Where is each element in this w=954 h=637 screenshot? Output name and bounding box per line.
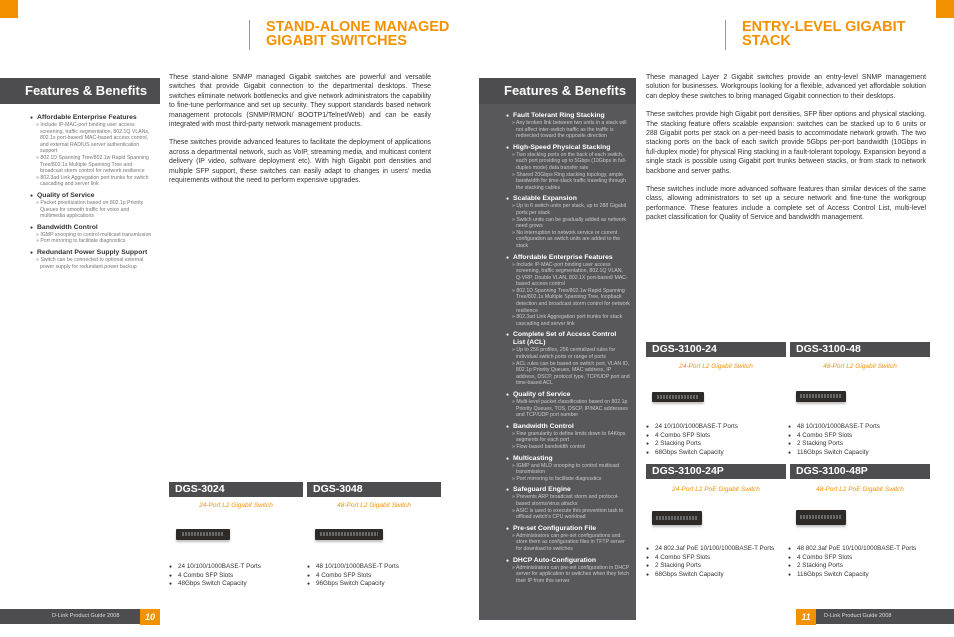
spec-item: ● 116Gbps Switch Capacity — [788, 571, 930, 580]
feature-subitem: » Two stacking ports on the back of each switch, each port providing up to 5Gbps (10Gbps in full-duplex mode) data transfer rate — [506, 152, 630, 172]
left-body-para-2: These switches provide advanced features to facilitate the deployment of applications across a departmental network, such as VoIP, streaming media, and multicast content delivery (IP video, software deployment etc). With high Gigabit port densities and multiple SFP support, these switches can easily adapt to changes in users' media requirements without the need to perform expensive upgrades. — [169, 139, 431, 185]
feature-subitem: » 802.1D Spanning Tree/802.1w Rapid Spanning Tree/802.1s Multiple Spanning Tree, loopback detection and broadcast storm control for network resilience — [506, 288, 630, 314]
left-features-list — [0, 104, 160, 270]
product-title-dgs-3024: DGS-3024 — [169, 482, 303, 497]
switch-image-dgs-3100-48p — [796, 510, 846, 525]
spec-item: ● 4 Combo SFP Slots — [646, 554, 786, 563]
left-features-column — [0, 104, 160, 604]
feature-heading: ● Quality of Service — [506, 391, 630, 399]
feature-subitem: » Fine granularity to define limits down to 64Kbps segments for each port — [506, 431, 630, 444]
feature-heading: ● Safeguard Engine — [506, 486, 630, 494]
feature-heading: ● Affordable Enterprise Features — [30, 114, 154, 122]
spec-item: ● 48 802.3af PoE 10/100/1000BASE-T Ports — [788, 545, 930, 554]
product-title-dgs-3100-48: DGS-3100-48 — [790, 342, 930, 357]
spec-item: ● 48Gbps Switch Capacity — [169, 580, 303, 589]
right-page-number: 11 — [796, 609, 816, 625]
left-section-title: STAND-ALONE MANAGED GIGABIT SWITCHES — [249, 20, 449, 50]
spec-item: ● 2 Stacking Ports — [646, 562, 786, 571]
feature-subitem: » Switch can be connected to optional external power supply for redundant power backup — [30, 257, 154, 270]
spec-item: ● 24 10/100/1000BASE-T Ports — [646, 423, 786, 432]
switch-image-dgs-3100-48 — [796, 391, 846, 402]
left-body-para-1: These stand-alone SNMP managed Gigabit switches are powerful and versatile switches that provide Gigabit connection to the departmental desktops. These switches eliminate network bottlenecks and give network administrators the capability to fine-tune performance and set up security. They support standards based network management protocols (SNMP/RMON/ BOOTP1/Telnet/Web) and can be easily integrated with most third-party network management products. — [169, 74, 431, 129]
spec-item: ● 24 10/100/1000BASE-T Ports — [169, 563, 303, 572]
spec-item: ● 68Gbps Switch Capacity — [646, 449, 786, 458]
product-subtitle-dgs-3100-24p: 24-Port L2 PoE Gigabit Switch — [672, 486, 760, 493]
feature-subitem: » No interruption to network service or current configuration as switch units are added to the stack — [506, 230, 630, 250]
left-body-text — [169, 73, 431, 194]
feature-heading: ● Multicasting — [506, 455, 630, 463]
right-features-column — [479, 104, 636, 620]
product-specs-dgs-3024 — [169, 563, 303, 589]
feature-subitem: » IGMP snooping to control multicast transmission — [30, 232, 154, 239]
product-subtitle-dgs-3100-24: 24-Port L2 Gigabit Switch — [679, 363, 753, 370]
feature-heading: ● Quality of Service — [30, 192, 154, 200]
switch-image-dgs-3024 — [176, 529, 230, 540]
spec-item: ● 4 Combo SFP Slots — [169, 572, 303, 581]
product-specs-dgs-3100-24 — [646, 423, 786, 457]
feature-subitem: » Include IP-MAC-port binding user access screening, traffic segmentation, 802.1Q VLANs, 802.1x port-based/ MAC-based access control, and external RADIUS server authentication support — [30, 122, 154, 155]
spec-item: ● 4 Combo SFP Slots — [307, 572, 441, 581]
right-body-para-3: These switches include more advanced software features than similar devices of the same class, allowing administrators to set up a secure network and fine-tune the workgroup performance. These features include a complete set of Access Control List, multi-level packet classification for Quality of Service and bandwidth management. — [646, 186, 926, 222]
feature-heading: ● DHCP Auto-Configuration — [506, 557, 630, 565]
feature-subitem: » Up to 256 profiles, 256 centralized rules for individual switch ports or range of ports — [506, 347, 630, 360]
feature-subitem: » Prevents ARP broadcast storm and protocol-based storms/virus attacks — [506, 494, 630, 507]
feature-heading: ● Pre-set Configuration File — [506, 525, 630, 533]
feature-subitem: » Include IP-MAC-port binding user access screening, traffic segmentation, 802.1Q VLAN, Q-VRP, Double VLAN, 802.1X port-based/ MAC-based access control — [506, 262, 630, 288]
spec-item: ● 48 10/100/1000BASE-T Ports — [307, 563, 441, 572]
product-subtitle-dgs-3024: 24-Port L2 Gigabit Switch — [199, 502, 273, 509]
right-features-heading: Features & Benefits — [479, 78, 636, 104]
spec-item: ● 48 10/100/1000BASE-T Ports — [788, 423, 930, 432]
corner-mark-right — [936, 0, 954, 18]
left-features-heading: Features & Benefits — [0, 78, 160, 104]
product-specs-dgs-3048 — [307, 563, 441, 589]
switch-image-dgs-3100-24p — [652, 511, 702, 525]
feature-heading: ● Scalable Expansion — [506, 195, 630, 203]
feature-subitem: » ACL rules can be based on switch port, VLAN ID, 802.1p Priority Queues, MAC address, IP address, DSCP, protocol type, TCP/UDP port and time-based ACL — [506, 361, 630, 387]
feature-heading: ● Fault Tolerant Ring Stacking — [506, 112, 630, 120]
product-title-dgs-3100-48p: DGS-3100-48P — [790, 464, 930, 479]
spec-item: ● 4 Combo SFP Slots — [646, 432, 786, 441]
left-page-number: 10 — [140, 609, 160, 625]
switch-image-dgs-3048 — [315, 529, 383, 540]
feature-subitem: » Administrators can pre-set configuration in DHCP server for application to switches when they fetch their IP from this server — [506, 565, 630, 585]
feature-subitem: » Port mirroring to facilitate diagnostics — [506, 476, 630, 483]
feature-subitem: » Port mirroring to facilitate diagnostics — [30, 238, 154, 245]
spec-item: ● 24 802.3af PoE 10/100/1000BASE-T Ports — [646, 545, 786, 554]
right-body-para-2: These switches provide high Gigabit port densities, SFP fiber options and physical stacking. The stacking feature offers scalable expansion: switches can be stacked up to 6 units or 288 Gigabit ports per stack on a per-need basis to accommodate network growth. The two stacking ports on the back of each switch provide 5Gbps per-port bandwidth (10Gbps in full-duplex mode) for physical Ring stacking in a fault-tolerant topology. Expansion beyond a single stack is possible using Gigabit port trunks between stacks, or from stack to network backbone and server paths. — [646, 111, 926, 175]
feature-subitem: » Administrators can pre-set configurations and store them as configuration files in TFTP server for download to switches — [506, 533, 630, 553]
feature-subitem: » Flow-based bandwidth control — [506, 444, 630, 451]
feature-subitem: » 802.3ad Link Aggregation port trunks for stack cascading and server link — [506, 314, 630, 327]
feature-subitem: » ASIC is used to execute this prevention task to offload switch's CPU workload — [506, 508, 630, 521]
product-title-dgs-3100-24p: DGS-3100-24P — [646, 464, 786, 479]
product-specs-dgs-3100-48p — [788, 545, 930, 579]
product-specs-dgs-3100-48 — [788, 423, 930, 457]
feature-subitem: » Up to 6 switch units per stack, up to 288 Gigabit ports per stack — [506, 203, 630, 216]
switch-image-dgs-3100-24 — [652, 392, 704, 402]
feature-heading: ● Complete Set of Access Control List (ACL) — [506, 331, 630, 347]
spec-item: ● 2 Stacking Ports — [788, 562, 930, 571]
right-footer: D-Link Product Guide 2008 — [816, 609, 954, 624]
product-title-dgs-3048: DGS-3048 — [307, 482, 441, 497]
feature-subitem: » Switch units can be gradually added as network need grows — [506, 217, 630, 230]
feature-heading: ● Affordable Enterprise Features — [506, 254, 630, 262]
right-features-list — [479, 104, 636, 584]
spec-item: ● 116Gbps Switch Capacity — [788, 449, 930, 458]
feature-subitem: » Any broken link between two units in a stack will not affect inter-switch traffic as the traffic is redirected toward the opposite direction — [506, 120, 630, 140]
product-specs-dgs-3100-24p — [646, 545, 786, 579]
feature-subitem: » 802.1D Spanning Tree/802.1w Rapid Spanning Tree/802.1s Multiple Spanning Tree and broadcast storm control for network resilience — [30, 155, 154, 175]
spec-item: ● 4 Combo SFP Slots — [788, 432, 930, 441]
left-footer: D-Link Product Guide 2008 — [0, 609, 140, 624]
feature-heading: ● High-Speed Physical Stacking — [506, 144, 630, 152]
product-subtitle-dgs-3100-48: 48-Port L2 Gigabit Switch — [823, 363, 897, 370]
feature-heading: ● Bandwidth Control — [506, 423, 630, 431]
feature-subitem: » 802.3ad Link Aggregation port trunks for switch cascading and server link — [30, 175, 154, 188]
spec-item: ● 2 Stacking Ports — [646, 440, 786, 449]
feature-subitem: » Multi-level packet classification based on 802.1p Priority Queues, TOS, DSCP, IP/MAC addresses and TCP/UDP port number — [506, 399, 630, 419]
right-body-text — [646, 73, 926, 232]
spec-item: ● 68Gbps Switch Capacity — [646, 571, 786, 580]
feature-subitem: » IGMP and MLD snooping to control multicast transmission — [506, 463, 630, 476]
product-subtitle-dgs-3048: 48-Port L2 Gigabit Switch — [337, 502, 411, 509]
product-title-dgs-3100-24: DGS-3100-24 — [646, 342, 786, 357]
right-body-para-1: These managed Layer 2 Gigabit switches provide an entry-level SNMP management solution for businesses. Workgroups looking for a flexible, advanced yet affordable solution can deploy these switches to bring managed Gigabit connection to their desktops. — [646, 74, 926, 100]
spec-item: ● 96Gbps Switch Capacity — [307, 580, 441, 589]
feature-subitem: » Packet prioritization based on 802.1p Priority Queues for smooth traffic for voice and multimedia applications — [30, 200, 154, 220]
feature-heading: ● Redundant Power Supply Support — [30, 249, 154, 257]
feature-subitem: » Shared 20Gbps Ring stacking topology, ample bandwidth for time-slack traffic traveling through the stacking cables — [506, 172, 630, 192]
right-section-title: ENTRY-LEVEL GIGABIT STACK — [725, 20, 906, 50]
product-subtitle-dgs-3100-48p: 48-Port L2 PoE Gigabit Switch — [816, 486, 904, 493]
corner-mark-left — [0, 0, 18, 18]
spec-item: ● 4 Combo SFP Slots — [788, 554, 930, 563]
spec-item: ● 2 Stacking Ports — [788, 440, 930, 449]
feature-heading: ● Bandwidth Control — [30, 224, 154, 232]
